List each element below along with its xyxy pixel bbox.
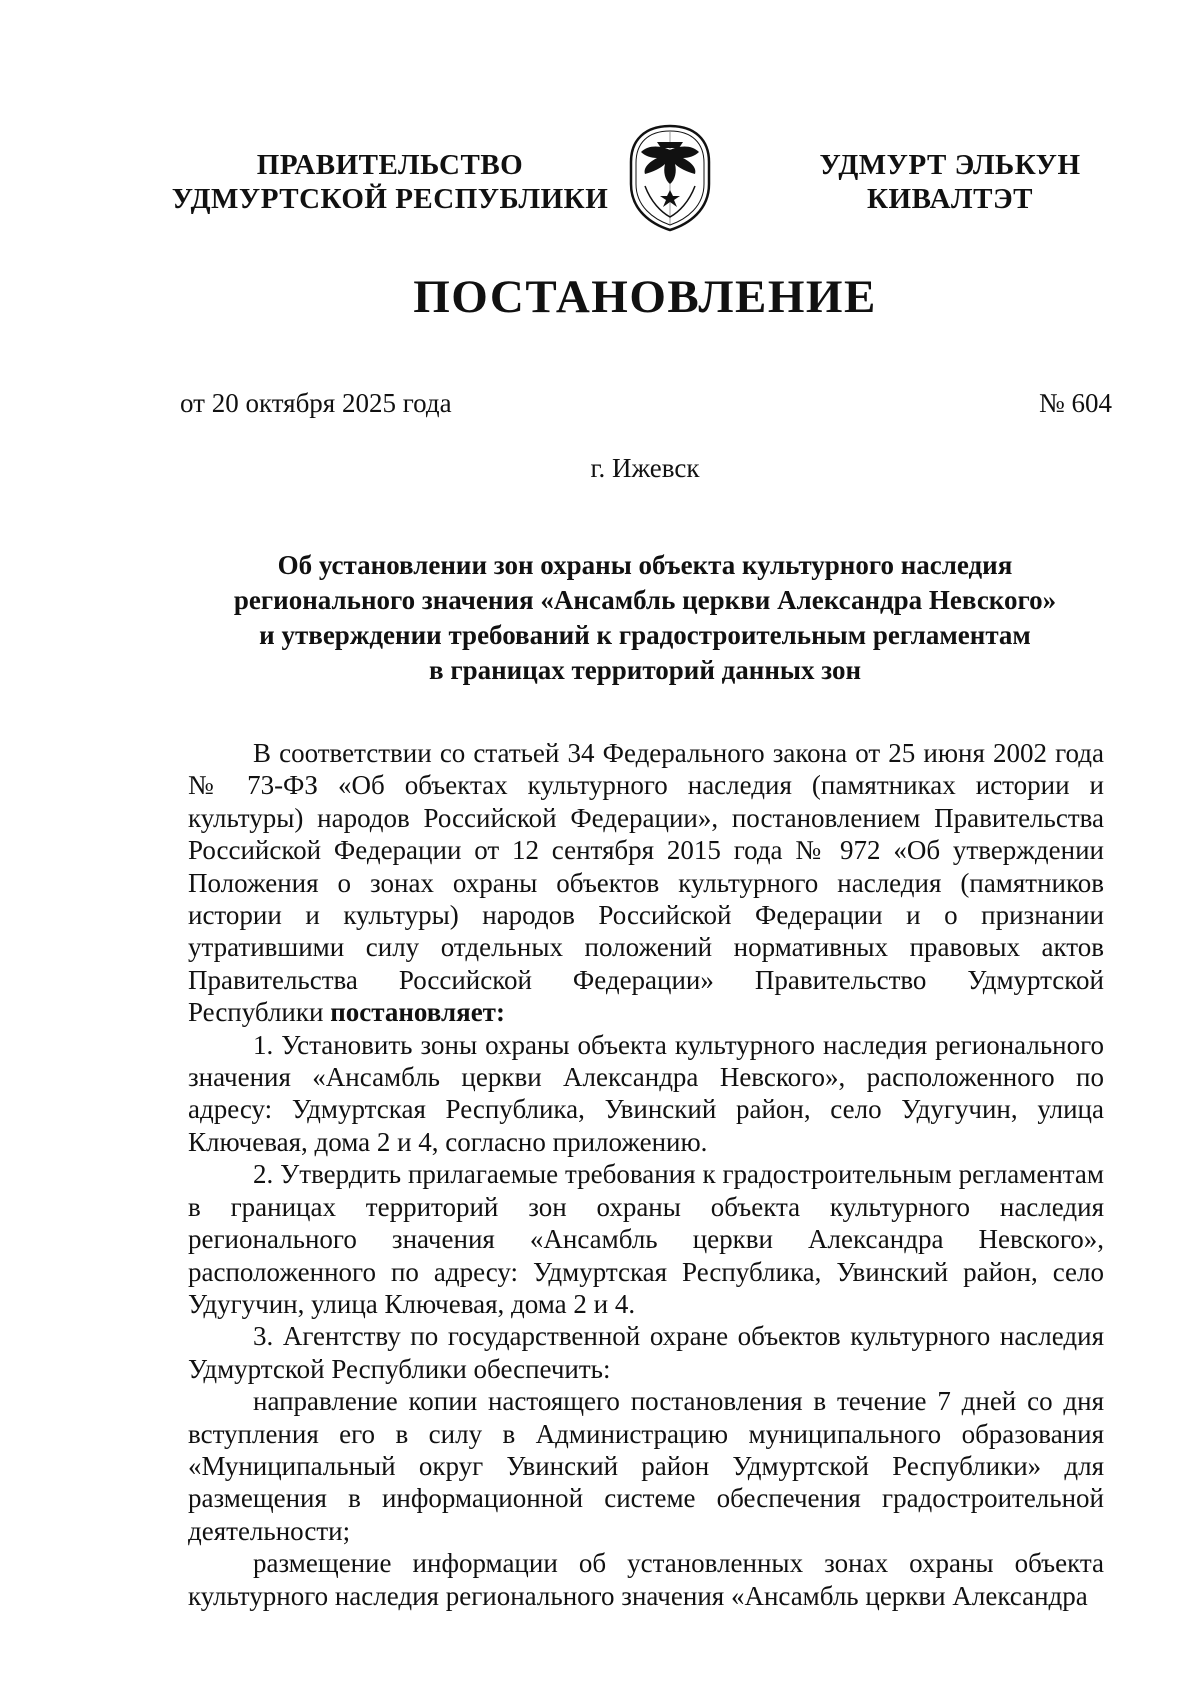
document-type-title: ПОСТАНОВЛЕНИЕ [413,271,877,323]
document-date: от 20 октября 2025 года [180,388,452,418]
government-name-udmurt-line-1: УДМУРТ ЭЛЬКУН [819,149,1081,181]
title-line: регионального значения «Ансамбль церкви Александра Невского» [233,585,1057,615]
item-3-subitem-1: направление копии настоящего постановления в течение 7 дней со дня вступления его в силу в Администрацию муниципального образования «Муниципальный округ Увинский район Удмуртской Республики» для размещения в информационной системе обеспечения градостроительной деятельности; [188,1386,1104,1546]
document-subject-title [190,548,1100,688]
item-1-paragraph: 1. Установить зоны охраны объекта культурного наследия регионального значения «Ансамбль церкви Александра Невского», расположенного по адресу: Удмуртская Республика, Увинский район, село Удугучин, улица Ключевая, дома 2 и 4, согласно приложению. [188,1029,1104,1157]
government-name-line-1: ПРАВИТЕЛЬСТВО [256,149,524,181]
preamble-text: В соответствии со статьей 34 Федерального закона от 25 июня 2002 года № 73-ФЗ «Об объектах культурного наследия (памятниках истории и культуры) народов Российской Федерации», постановлением Правительства Российской Федерации от 12 сентября 2015 года № 972 «Об утверждении Положения о зонах охраны объектов культурного наследия (памятников истории и культуры) народов Российской Федерации и о признании утратившими силу отдельных положений нормативных правовых актов Правительства Российской Федерации» Правительство Удмуртской Республики [188,738,1104,1028]
document-city: г. Ижевск [590,453,700,483]
title-line: и утверждении требований к градостроительным регламентам [259,620,1031,650]
item-3-paragraph: 3. Агентству по государственной охране объектов культурного наследия Удмуртской Республики обеспечить: [188,1321,1104,1384]
item-3-subitem-2: размещение информации об установленных зонах охраны объекта культурного наследия регионального значения «Ансамбль церкви Александра [188,1548,1104,1611]
government-name-udmurt [800,148,1100,216]
document-number: № 604 [1038,388,1112,418]
udmurtia-coat-of-arms-icon [627,122,713,232]
government-name-udmurt-line-2: КИВАЛТЭТ [866,183,1033,215]
title-line: Об установлении зон охраны объекта культурного наследия [277,550,1013,580]
government-name-russian [170,148,610,216]
item-2-paragraph: 2. Утвердить прилагаемые требования к градостроительным регламентам в границах территорий зон охраны объекта культурного наследия регионального значения «Ансамбль церкви Александра Невского», расположенного по адресу: Удмуртская Республика, Увинский район, село Удугучин, улица Ключевая, дома 2 и 4. [188,1159,1104,1319]
preamble-paragraph [188,737,1104,1029]
government-name-line-2: УДМУРТСКОЙ РЕСПУБЛИКИ [171,183,609,215]
preamble-decree-word: постановляет: [330,997,505,1028]
title-line: в границах территорий данных зон [429,655,861,685]
document-body [188,737,1104,1612]
